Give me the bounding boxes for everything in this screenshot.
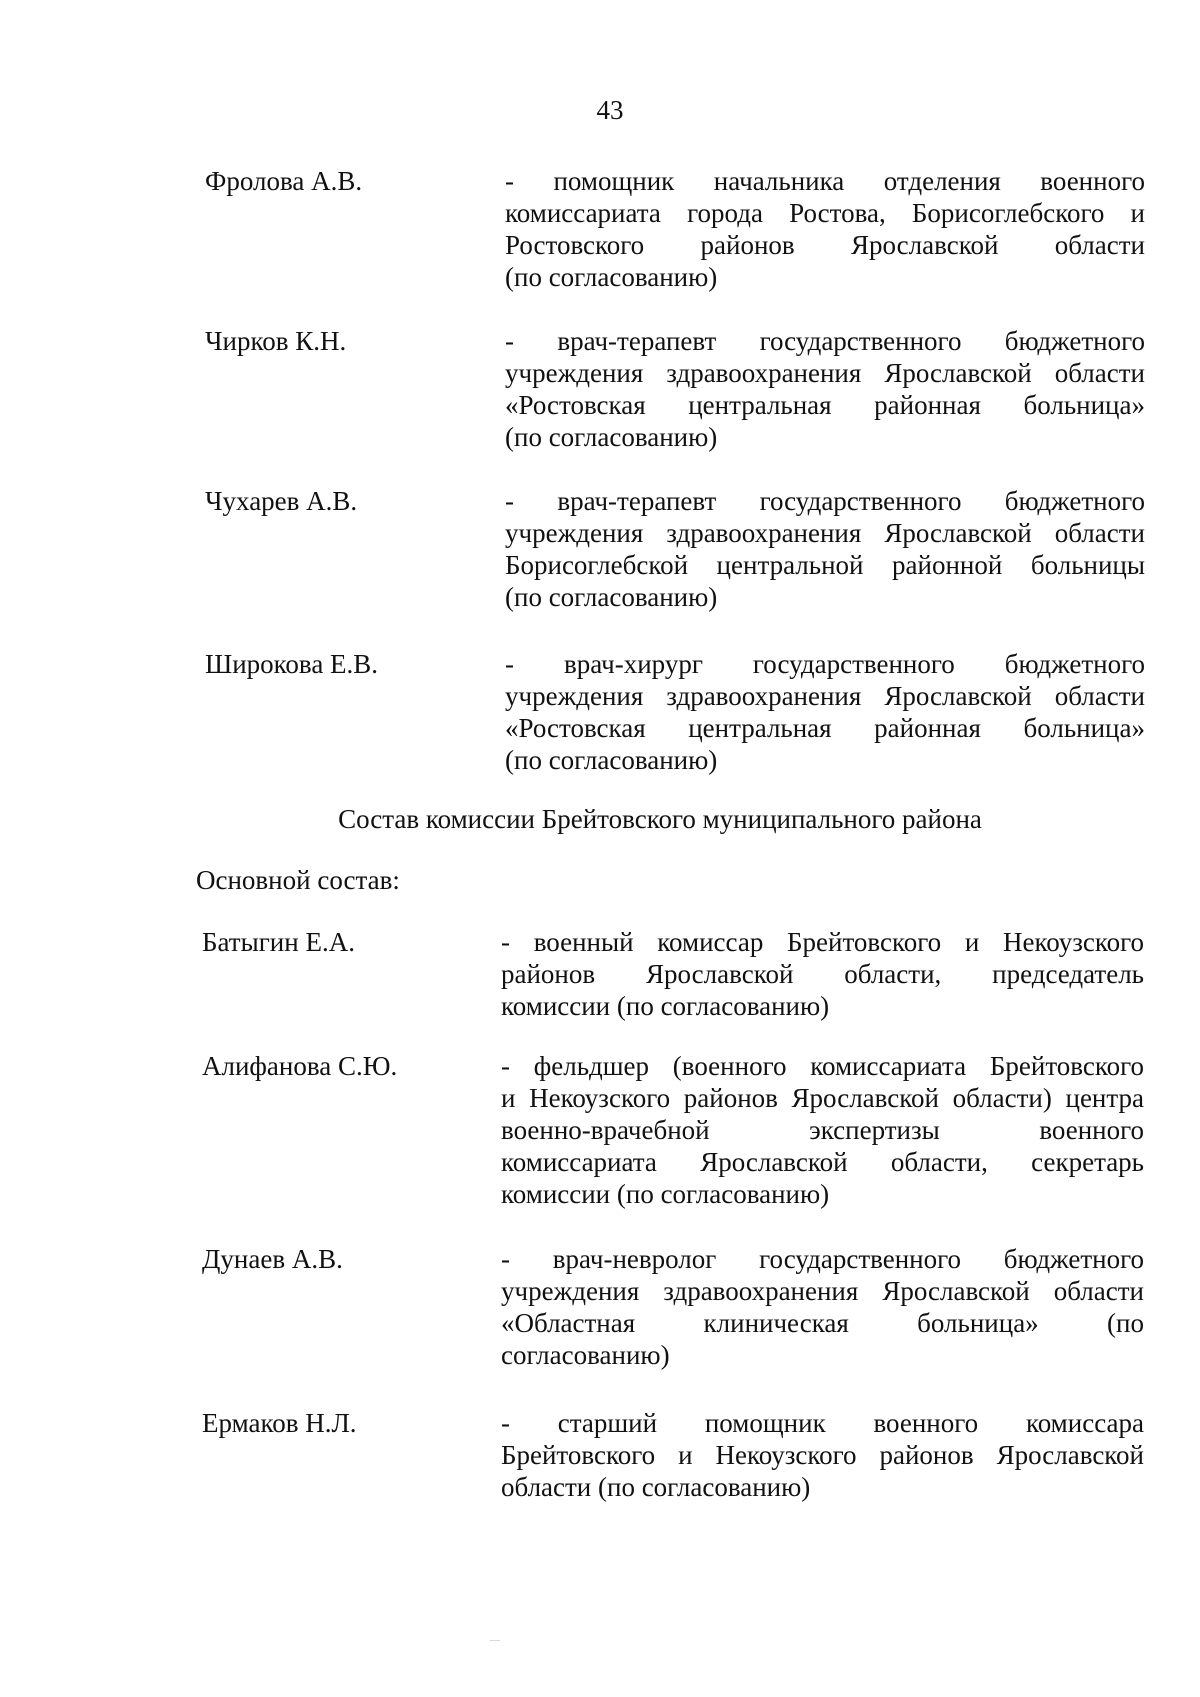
role-line: Ростовского районов Ярославской области xyxy=(505,230,1145,260)
member-role xyxy=(501,1243,1144,1371)
role-line: «Ростовская центральная районная больница» xyxy=(505,390,1145,420)
role-line: и Некоузского районов Ярославской области) центра xyxy=(501,1083,1144,1113)
role-line: - врач-хирург государственного бюджетного xyxy=(505,649,1145,679)
role-line: (по согласованию) xyxy=(505,262,718,292)
role-line: комиссии (по согласованию) xyxy=(501,991,830,1021)
role-line: - старший помощник военного комиссара xyxy=(501,1408,1144,1438)
role-line: - помощник начальника отделения военного xyxy=(505,166,1145,196)
scan-artifact xyxy=(490,1640,500,1641)
role-line: (по согласованию) xyxy=(505,422,718,452)
role-line: (по согласованию) xyxy=(505,582,718,612)
role-line: учреждения здравоохранения Ярославской области xyxy=(501,1276,1144,1306)
member-role xyxy=(501,1407,1144,1503)
member-name: Чирков К.Н. xyxy=(205,326,347,356)
member-name: Батыгин Е.А. xyxy=(202,927,355,957)
role-line: военно-врачебной экспертизы военного xyxy=(501,1115,1144,1145)
member-name: Чухарев А.В. xyxy=(205,486,358,516)
member-name: Ермаков Н.Л. xyxy=(202,1408,357,1438)
role-line: комиссариата Ярославской области, секретарь xyxy=(501,1147,1144,1177)
role-line: районов Ярославской области, председатель xyxy=(501,959,1144,989)
role-line: учреждения здравоохранения Ярославской области xyxy=(505,358,1145,388)
role-line: учреждения здравоохранения Ярославской области xyxy=(505,681,1145,711)
role-line: Борисоглебской центральной районной больницы xyxy=(505,550,1145,580)
section-title: Состав комиссии Брейтовского муниципального района xyxy=(338,804,982,834)
member-role xyxy=(505,485,1145,613)
member-name: Фролова А.В. xyxy=(205,166,363,196)
member-role xyxy=(501,926,1144,1022)
role-line: «Ростовская центральная районная больница» xyxy=(505,713,1145,743)
role-line: «Областная клиническая больница» (по xyxy=(501,1308,1144,1338)
role-line: - фельдшер (военного комиссариата Брейтовского xyxy=(501,1051,1144,1081)
member-role xyxy=(505,325,1145,453)
member-name: Дунаев А.В. xyxy=(202,1244,343,1274)
role-line: (по согласованию) xyxy=(505,745,718,775)
member-role xyxy=(505,165,1145,293)
role-line: области (по согласованию) xyxy=(501,1472,811,1502)
page-number: 43 xyxy=(596,95,624,125)
role-line: - врач-невролог государственного бюджетного xyxy=(501,1244,1144,1274)
subsection-title: Основной состав: xyxy=(196,865,400,895)
role-line: Брейтовского и Некоузского районов Ярославской xyxy=(501,1440,1144,1470)
role-line: согласованию) xyxy=(501,1340,670,1370)
member-role xyxy=(501,1050,1144,1210)
role-line: - врач-терапевт государственного бюджетного xyxy=(505,326,1145,356)
role-line: комиссии (по согласованию) xyxy=(501,1179,830,1209)
member-name: Алифанова С.Ю. xyxy=(202,1051,398,1081)
role-line: учреждения здравоохранения Ярославской области xyxy=(505,518,1145,548)
member-name: Широкова Е.В. xyxy=(205,649,379,679)
role-line: - военный комиссар Брейтовского и Некоузского xyxy=(501,927,1144,957)
role-line: комиссариата города Ростова, Борисоглебского и xyxy=(505,198,1145,228)
member-role xyxy=(505,648,1145,776)
role-line: - врач-терапевт государственного бюджетного xyxy=(505,486,1145,516)
